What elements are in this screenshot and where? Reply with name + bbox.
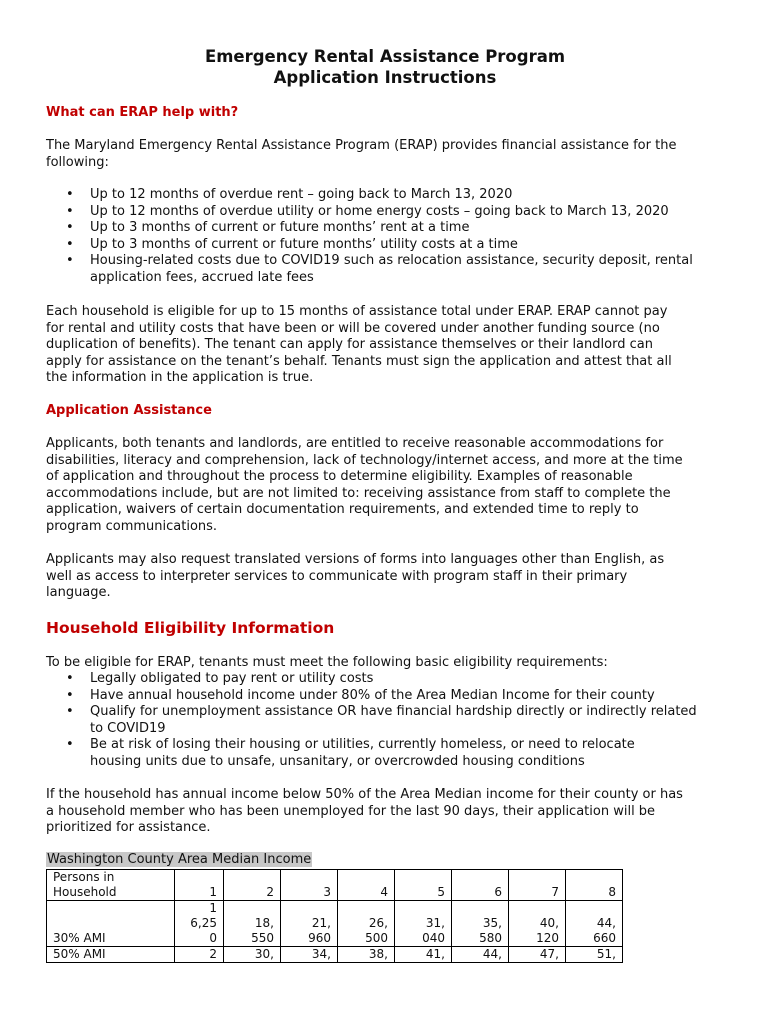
text-line: the information in the application is true. — [46, 370, 314, 385]
ami-table-title: Washington County Area Median Income — [47, 852, 312, 867]
table-cell: 2 — [175, 947, 224, 963]
cell-line: 40, — [539, 916, 559, 930]
table-header-cell: 3 — [281, 870, 338, 901]
section-heading-application-assistance: Application Assistance — [46, 403, 212, 418]
text-line: duplication of benefits). The tenant can apply for assistance themselves or their landlord can — [46, 337, 653, 352]
cell-line: 0 — [209, 931, 217, 945]
list-item: • Up to 3 months of current or future months’ utility costs at a time — [66, 237, 693, 254]
list-item-line: • Be at risk of losing their housing or utilities, currently homeless, or need to relocate — [90, 737, 635, 752]
eligibility-intro — [46, 655, 746, 672]
table-cell — [395, 901, 452, 947]
list-item: • Up to 3 months of current or future months’ rent at a time — [66, 220, 693, 237]
list-item-line: • Housing-related costs due to COVID19 such as relocation assistance, security deposit, rental — [90, 253, 693, 268]
table-cell: 34, — [281, 947, 338, 963]
list-item-line: to COVID19 — [90, 720, 166, 736]
text-line: prioritized for assistance. — [46, 820, 211, 835]
text-line: accommodations include, but are not limited to: receiving assistance from staff to complete the — [46, 485, 671, 501]
table-cell — [509, 901, 566, 947]
list-item: • Up to 12 months of overdue rent – going back to March 13, 2020 — [66, 187, 693, 204]
text-line: application, waivers of certain documentation requirements, and extended time to reply to — [46, 502, 639, 517]
table-cell — [566, 901, 623, 947]
text-line: apply for assistance on the tenant’s behalf. Tenants must sign the application and attest that all — [46, 353, 672, 369]
table-row-30-ami — [47, 901, 623, 947]
table-row-label: 30% AMI — [47, 901, 175, 947]
table-header-cell: 7 — [509, 870, 566, 901]
table-cell: 41, — [395, 947, 452, 963]
cell-line: 120 — [536, 931, 559, 945]
cell-line: 500 — [365, 931, 388, 945]
cell-line: 6,25 — [190, 916, 217, 930]
table-header-cell: 8 — [566, 870, 623, 901]
table-header-cell: 5 — [395, 870, 452, 901]
text-line: following: — [46, 154, 109, 170]
text-line: Each household is eligible for up to 15 months of assistance total under ERAP. ERAP cannot pay — [46, 304, 668, 319]
erap-help-list — [66, 187, 693, 286]
table-header-cell: 4 — [338, 870, 395, 901]
cell-line: 960 — [308, 931, 331, 945]
list-item: • Legally obligated to pay rent or utility costs — [66, 671, 697, 688]
cell-line: 550 — [251, 931, 274, 945]
cell-line: 44, — [596, 916, 616, 930]
header-label-line: Persons in — [53, 870, 115, 884]
table-header-cell — [47, 870, 175, 901]
list-item — [66, 253, 693, 286]
document-title-line1: Emergency Rental Assistance Program — [204, 47, 566, 66]
table-cell — [175, 901, 224, 947]
text-line: program communications. — [46, 518, 218, 534]
list-item: • Have annual household income under 80% of the Area Median Income for their county — [66, 688, 697, 705]
section-heading-erap-help: What can ERAP help with? — [46, 105, 239, 120]
text-line: a household member who has been unemployed for the last 90 days, their application will be — [46, 803, 656, 819]
table-cell: 51, — [566, 947, 623, 963]
text-line: If the household has annual income below 50% of the Area Median income for their county or has — [46, 787, 683, 802]
text-line: Applicants may also request translated versions of forms into languages other than English, as — [46, 552, 665, 567]
ami-table — [46, 869, 623, 963]
accommodations-paragraph — [46, 436, 746, 535]
table-cell: 44, — [452, 947, 509, 963]
cell-line: 580 — [479, 931, 502, 945]
table-header-cell: 1 — [175, 870, 224, 901]
table-row-50-ami — [47, 947, 623, 963]
list-item-line: application fees, accrued late fees — [90, 269, 314, 285]
text-line: To be eligible for ERAP, tenants must meet the following basic eligibility requirements: — [46, 655, 608, 670]
table-cell — [224, 901, 281, 947]
table-cell: 47, — [509, 947, 566, 963]
list-item-line: housing units due to unsafe, unsanitary, or overcrowded housing conditions — [90, 753, 585, 769]
cell-line: 26, — [368, 916, 388, 930]
table-cell — [281, 901, 338, 947]
eligibility-requirements-list — [66, 671, 697, 770]
cell-line: 660 — [593, 931, 616, 945]
cell-line: 31, — [425, 916, 445, 930]
text-line: of application and throughout the process to determine eligibility. Examples of reasonable — [46, 469, 633, 484]
list-item — [66, 737, 697, 770]
prioritization-paragraph — [46, 787, 746, 837]
table-row-header — [47, 870, 623, 901]
table-cell — [452, 901, 509, 947]
cell-line: 18, — [254, 916, 274, 930]
text-line: Applicants, both tenants and landlords, are entitled to receive reasonable accommodations for — [46, 436, 664, 451]
household-eligibility-paragraph — [46, 304, 746, 387]
translation-paragraph — [46, 552, 746, 602]
intro-paragraph — [46, 138, 746, 171]
table-header-cell: 6 — [452, 870, 509, 901]
cell-line: 040 — [422, 931, 445, 945]
section-heading-household-eligibility: Household Eligibility Information — [46, 619, 335, 637]
table-cell — [338, 901, 395, 947]
list-item: • Up to 12 months of overdue utility or home energy costs – going back to March 13, 2020 — [66, 204, 693, 221]
cell-line: 21, — [311, 916, 331, 930]
table-header-cell: 2 — [224, 870, 281, 901]
header-label-line: Household — [53, 885, 117, 899]
list-item — [66, 704, 697, 737]
table-cell: 30, — [224, 947, 281, 963]
text-line: well as access to interpreter services to communicate with program staff in their primary — [46, 568, 628, 584]
list-item-line: • Qualify for unemployment assistance OR have financial hardship directly or indirectly related — [90, 704, 697, 719]
cell-line: 35, — [482, 916, 502, 930]
text-line: The Maryland Emergency Rental Assistance Program (ERAP) provides financial assistance for the — [46, 138, 677, 153]
table-cell: 38, — [338, 947, 395, 963]
text-line: for rental and utility costs that have been or will be covered under another funding source (no — [46, 320, 660, 336]
cell-line: 1 — [209, 901, 217, 915]
text-line: disabilities, literacy and comprehension, lack of technology/internet access, and more at the time — [46, 452, 683, 468]
text-line: language. — [46, 585, 111, 600]
table-row-label: 50% AMI — [47, 947, 175, 963]
document-title-line2: Application Instructions — [273, 68, 497, 87]
